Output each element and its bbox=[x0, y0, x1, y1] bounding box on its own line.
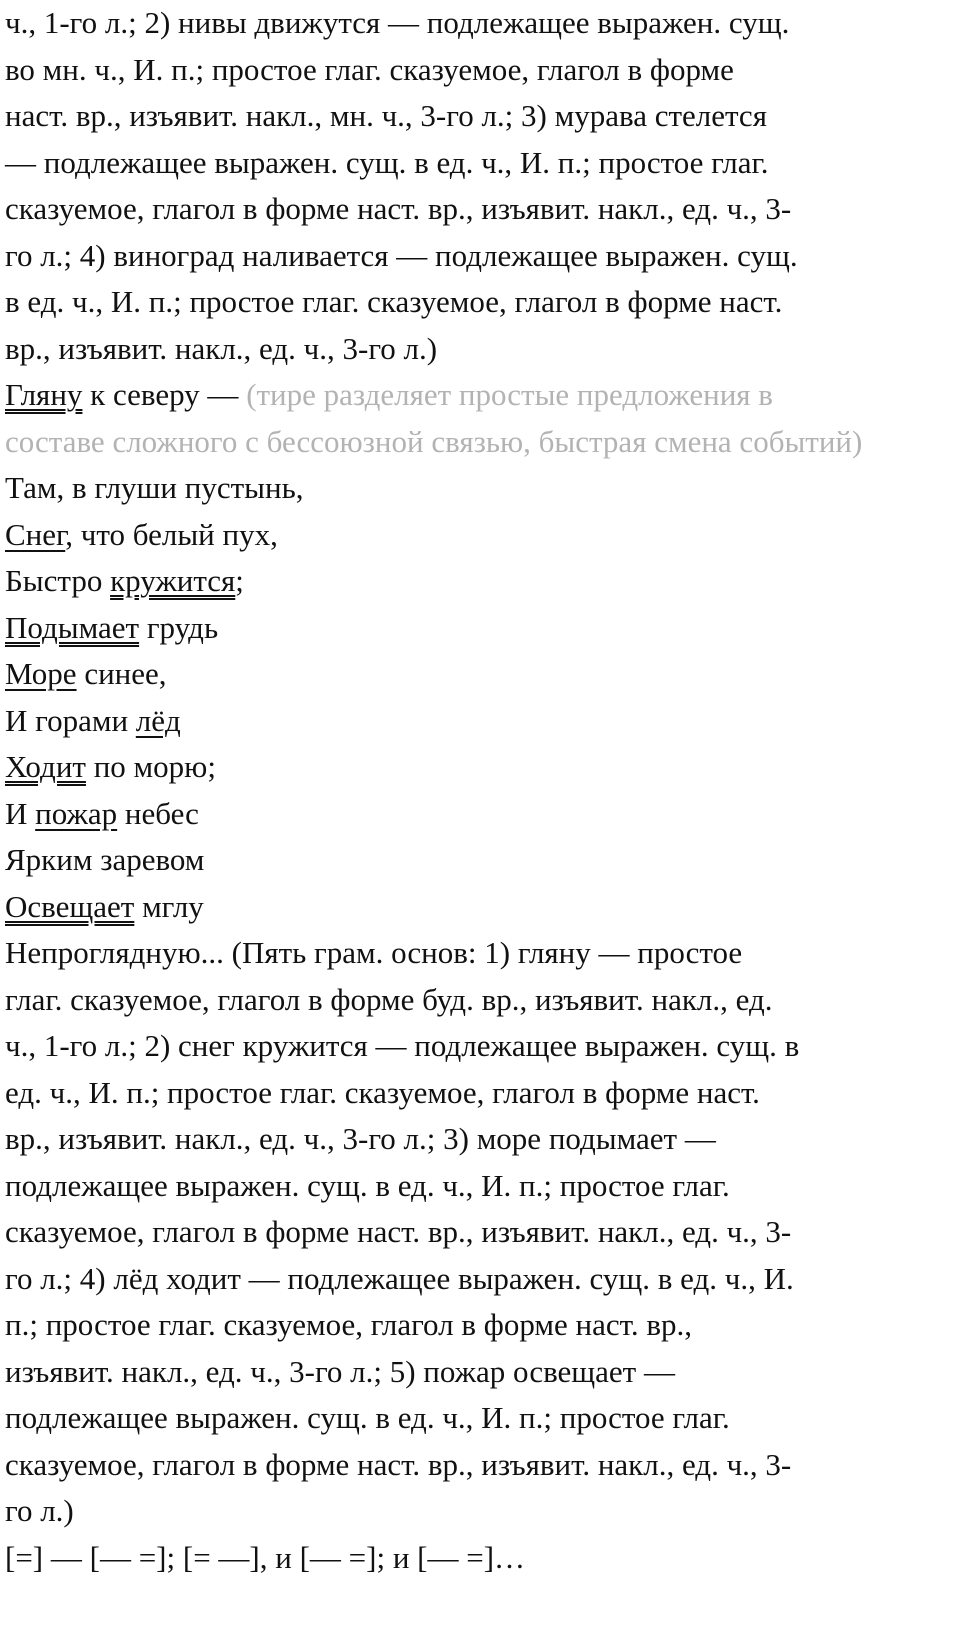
sentence-scheme: [=] — [— =]; [= —], и [— =]; и [— =]… bbox=[5, 1539, 526, 1575]
poem-text: Быстро bbox=[5, 563, 111, 598]
poem-line bbox=[5, 651, 955, 698]
poem-line bbox=[5, 884, 955, 931]
text-line: в ед. ч., И. п.; простое глаг. сказуемое, глагол в форме наст. bbox=[5, 284, 783, 319]
poem-text: по морю; bbox=[85, 749, 216, 784]
poem-line bbox=[5, 558, 955, 605]
subject-word: Море bbox=[5, 656, 77, 691]
poem-text: , что белый пух, bbox=[65, 516, 278, 552]
text-line: Непроглядную... (Пять грам. основ: 1) гляну — простое bbox=[5, 935, 743, 970]
poem-line bbox=[5, 744, 955, 791]
text-line: — подлежащее выражен. сущ. в ед. ч., И. п.; простое глаг. bbox=[5, 144, 769, 180]
text-line: го л.) bbox=[5, 1493, 74, 1528]
subject-word: Снег bbox=[5, 516, 66, 552]
punctuation-note: (тире разделяет простые предложения в bbox=[246, 377, 773, 412]
text-line: подлежащее выражен. сущ. в ед. ч., И. п.; простое глаг. bbox=[5, 1167, 730, 1203]
text-line: во мн. ч., И. п.; простое глаг. сказуемое, глагол в форме bbox=[5, 51, 734, 87]
punctuation-note-continued: составе сложного с бессоюзной связью, быстрая смена событий) bbox=[5, 423, 863, 459]
text-line: го л.; 4) лёд ходит — подлежащее выражен. сущ. в ед. ч., И. bbox=[5, 1260, 794, 1296]
text-line: глаг. сказуемое, глагол в форме буд. вр., изъявит. накл., ед. bbox=[5, 981, 773, 1017]
text-line: п.; простое глаг. сказуемое, глагол в форме наст. вр., bbox=[5, 1307, 692, 1342]
predicate-word: Гляну bbox=[5, 377, 83, 412]
predicate-word: Ходит bbox=[5, 749, 86, 784]
text-line: подлежащее выражен. сущ. в ед. ч., И. п.; простое глаг. bbox=[5, 1400, 730, 1435]
poem-line: Ярким заревом bbox=[5, 842, 205, 877]
poem-text: И bbox=[5, 795, 36, 831]
text-line: наст. вр., изъявит. накл., мн. ч., 3-го л.; 3) мурава стелется bbox=[5, 98, 767, 133]
text-line: ч., 1-го л.; 2) снег кружится — подлежащее выражен. сущ. в bbox=[5, 1028, 800, 1063]
text-line: сказуемое, глагол в форме наст. вр., изъявит. накл., ед. ч., 3- bbox=[5, 1214, 792, 1249]
text-line: ед. ч., И. п.; простое глаг. сказуемое, глагол в форме наст. bbox=[5, 1074, 760, 1110]
subject-word: лёд bbox=[135, 702, 181, 738]
intro-paragraph bbox=[5, 0, 955, 372]
document-page bbox=[5, 0, 955, 1581]
poem-line: Там, в глуши пустынь, bbox=[5, 470, 304, 505]
text-line: сказуемое, глагол в форме наст. вр., изъявит. накл., ед. ч., 3- bbox=[5, 1446, 792, 1482]
text-line: изъявит. накл., ед. ч., 3-го л.; 5) пожар освещает — bbox=[5, 1353, 675, 1389]
predicate-word: Освещает bbox=[5, 888, 135, 924]
poem-line bbox=[5, 698, 955, 745]
poem-text: мглу bbox=[134, 888, 204, 924]
predicate-word: кружится bbox=[110, 563, 236, 598]
poem-line bbox=[5, 791, 955, 838]
poem-text: грудь bbox=[139, 609, 219, 645]
text-line: вр., изъявит. накл., ед. ч., 3-го л.; 3) море подымает — bbox=[5, 1121, 716, 1156]
poem-line bbox=[5, 605, 955, 652]
text-line: ч., 1-го л.; 2) нивы движутся — подлежащее выражен. сущ. bbox=[5, 5, 790, 40]
poem bbox=[5, 372, 955, 930]
analysis-paragraph bbox=[5, 930, 955, 1535]
subject-word: пожар bbox=[35, 795, 118, 831]
poem-line bbox=[5, 372, 955, 419]
text-line: сказуемое, глагол в форме наст. вр., изъявит. накл., ед. ч., 3- bbox=[5, 191, 792, 226]
poem-text: синее, bbox=[76, 656, 167, 691]
poem-line bbox=[5, 512, 955, 559]
predicate-word: Подымает bbox=[5, 609, 140, 645]
poem-text: небес bbox=[117, 795, 199, 831]
poem-text: к северу — bbox=[82, 377, 247, 412]
text-line: го л.; 4) виноград наливается — подлежащее выражен. сущ. bbox=[5, 237, 798, 273]
poem-text: И горами bbox=[5, 702, 136, 738]
poem-text: ; bbox=[235, 563, 244, 598]
text-line: вр., изъявит. накл., ед. ч., 3-го л.) bbox=[5, 330, 438, 366]
